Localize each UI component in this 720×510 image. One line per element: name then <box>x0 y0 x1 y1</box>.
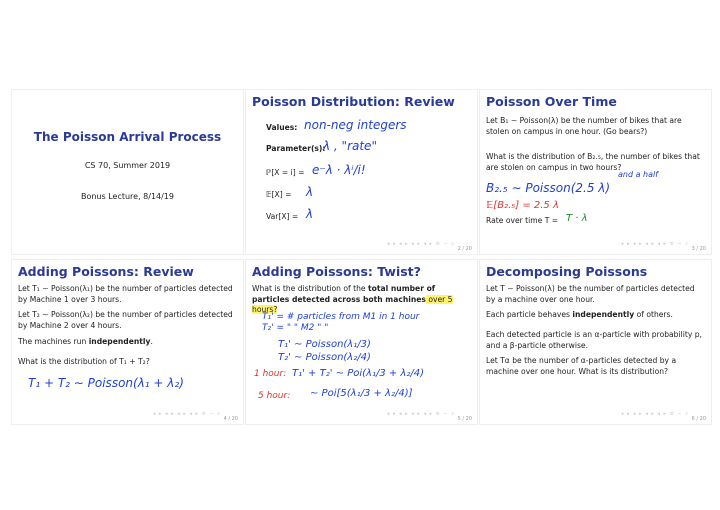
slide-1-lecture: Bonus Lecture, 8/14/19 <box>80 192 175 201</box>
page-number: 4 / 20 <box>223 416 238 422</box>
ink-sum-distribution: T₁ + T₂ ∼ Poisson(λ₁ + λ₂) <box>28 376 184 390</box>
param-label: Parameter(s): <box>266 144 326 153</box>
slide-2-title: Poisson Distribution: Review <box>252 94 455 109</box>
behaves-bold: independently <box>572 310 635 319</box>
ink-line-2: T₂' = " " M2 " " <box>262 323 329 333</box>
slide-2 <box>245 89 478 255</box>
twist-prefix: What is the distribution of the <box>252 284 369 293</box>
page-number: 2 / 20 <box>457 246 472 252</box>
slide-5-para <box>252 284 470 316</box>
param-ink: λ , "rate" <box>323 139 377 153</box>
twist-bold: total number of particles detected across both machines <box>252 284 436 304</box>
ink-five-hour-label: 5 hour: <box>258 391 291 401</box>
nav-bar: ◂ ▸ ◂ ▸ ◂ ▸ ◂ ▸ ≡ ∽ ⌕ <box>386 241 455 247</box>
slide-3-title: Poisson Over Time <box>486 94 617 109</box>
independence-suffix: . <box>150 337 153 346</box>
slide-3 <box>479 89 712 255</box>
independence-bold: independently <box>88 337 151 346</box>
ink-line-3: T₁' ∼ Poisson(λ₁/3) <box>278 339 371 350</box>
values-label: Values: <box>266 123 298 132</box>
mean-label: 𝔼[X] = <box>266 190 292 199</box>
slide-5 <box>245 259 478 425</box>
ink-one-hour-label: 1 hour: <box>254 369 287 379</box>
slide-4 <box>11 259 244 425</box>
behaves-suffix: of others. <box>634 310 673 319</box>
ink-line-4: T₂' ∼ Poisson(λ₂/4) <box>278 352 371 363</box>
ink-line-1: T₁' = # particles from M1 in 1 hour <box>262 312 420 322</box>
independence-prefix: The machines run <box>18 337 89 346</box>
slide-4-para-1: Let T₁ ∼ Poisson(λ₁) be the number of particles detected by Machine 1 over 3 hours. <box>18 284 233 304</box>
slide-6-para-3: Each detected particle is an α-particle with probability p, and a β-particle otherwise. <box>486 330 702 350</box>
mean-ink: λ <box>306 185 314 199</box>
ink-rate: T · λ <box>566 213 588 224</box>
slide-6-para-2 <box>486 310 704 321</box>
pmf-ink: e⁻λ · λⁱ/i! <box>312 163 366 177</box>
nav-bar: ◂ ▸ ◂ ▸ ◂ ▸ ◂ ▸ ≡ ∽ ⌕ <box>620 411 689 417</box>
slide-6-para-1: Let T ∼ Poisson(λ) be the number of particles detected by a machine over one hour. <box>486 284 695 304</box>
slide-3-para-1: Let B₁ ∼ Poisson(λ) be the number of bikes that are stolen on campus in one hour. (Go bears?) <box>486 116 682 136</box>
slide-4-title: Adding Poissons: Review <box>18 264 194 279</box>
slide-4-para-3 <box>18 337 236 348</box>
slide-6 <box>479 259 712 425</box>
ink-line-6: ∼ Poi[5(λ₁/3 + λ₂/4)] <box>310 388 413 399</box>
slide-4-para-4: What is the distribution of T₁ + T₂? <box>18 357 150 366</box>
slide-3-para-2: What is the distribution of B₂.₅, the number of bikes that are stolen on campus in two hours? <box>486 152 700 172</box>
slide-5-title: Adding Poissons: Twist? <box>252 264 421 279</box>
var-label: Var[X] = <box>266 212 299 221</box>
rate-text: Rate over time T = <box>486 216 559 225</box>
nav-bar: ◂ ▸ ◂ ▸ ◂ ▸ ◂ ▸ ≡ ∽ ⌕ <box>152 411 221 417</box>
ink-b25-distribution: B₂.₅ ∼ Poisson(2.5 λ) <box>486 181 611 195</box>
slide-4-para-2: Let T₂ ∼ Poisson(λ₂) be the number of particles detected by Machine 2 over 4 hours. <box>18 310 233 330</box>
slide-6-title: Decomposing Poissons <box>486 264 648 279</box>
values-ink: non-neg integers <box>304 118 407 132</box>
pmf-label: ℙ[X = i] = <box>266 168 305 177</box>
twist-suffix: over 5 hours? <box>252 294 453 314</box>
ink-line-5: T₁' + T₂' ∼ Poi(λ₁/3 + λ₂/4) <box>292 368 424 379</box>
nav-bar: ◂ ▸ ◂ ▸ ◂ ▸ ◂ ▸ ≡ ∽ ⌕ <box>386 411 455 417</box>
ink-and-a-half: and a half <box>618 170 659 179</box>
var-ink: λ <box>306 207 314 221</box>
page-number: 5 / 20 <box>457 416 472 422</box>
page-number: 3 / 20 <box>691 246 706 252</box>
page-number: 6 / 20 <box>691 416 706 422</box>
slide-1-course: CS 70, Summer 2019 <box>84 161 171 170</box>
slide-1-title: The Poisson Arrival Process <box>33 130 222 144</box>
slide-6-para-4: Let Tα be the number of α-particles detected by a machine over one hour. What is its distribution? <box>486 356 677 376</box>
slide-1 <box>11 89 244 255</box>
behaves-prefix: Each particle behaves <box>486 310 573 319</box>
ink-b25-expectation: 𝔼[B₂.₅] = 2.5 λ <box>486 200 559 211</box>
nav-bar: ◂ ▸ ◂ ▸ ◂ ▸ ◂ ▸ ≡ ∽ ⌕ <box>620 241 689 247</box>
